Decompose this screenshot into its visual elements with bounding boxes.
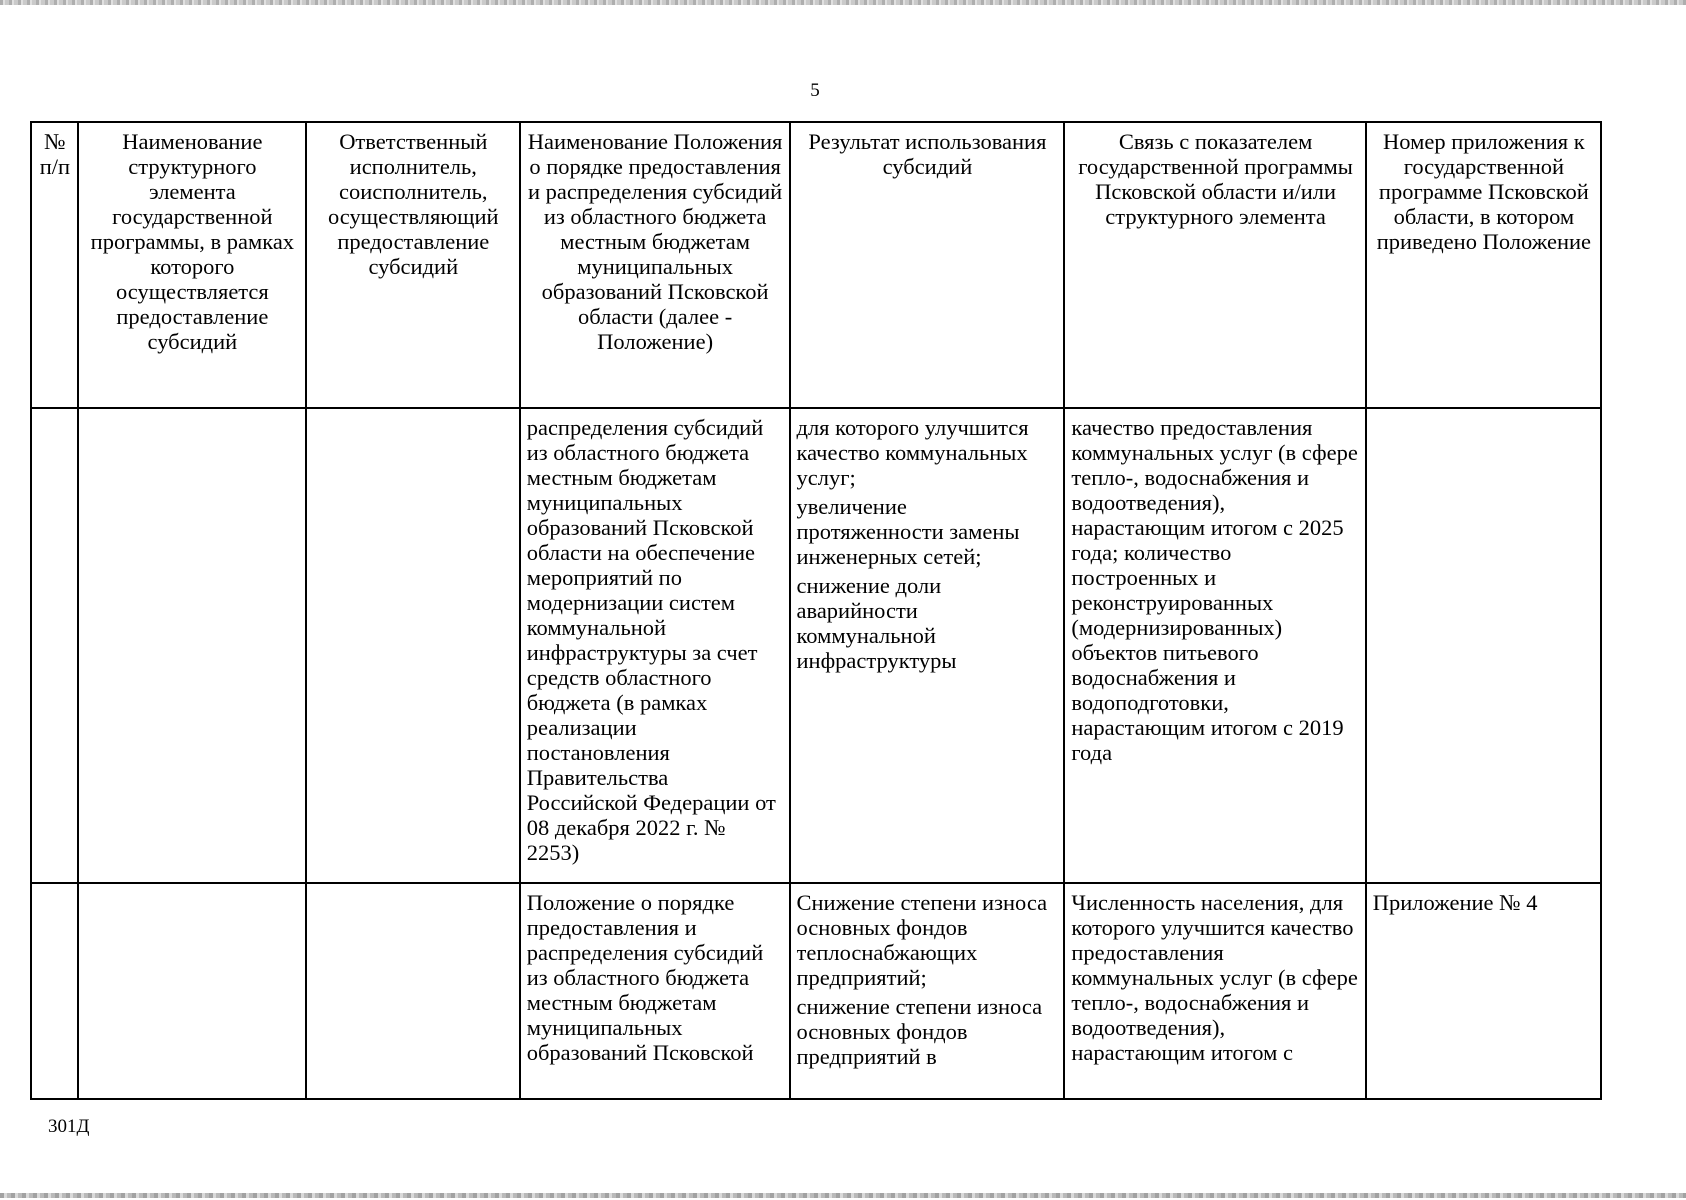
regulation-text: Положение о порядке предоставления и распределения субсидий из областного бюджета местным бюджетам муниципальных образований Псковской — [526, 890, 764, 1065]
scan-edge-bottom — [0, 1193, 1686, 1198]
cell-regulation-name — [520, 883, 790, 1099]
header-structural-element: Наименование структурного элемента государственной программы, в рамках которого осуществляется предоставление субсидий — [78, 122, 306, 408]
result-item: снижение степени износа основных фондов предприятий в — [796, 994, 1043, 1069]
cell-result — [790, 883, 1065, 1099]
indicator-link-text: Численность населения, для которого улучшится качество предоставления коммунальных услуг (в сфере тепло-, водоснабжения и водоотведения), нарастающим итогом с — [1071, 890, 1358, 1065]
cell-structural-element — [78, 408, 306, 883]
cell-number — [31, 408, 78, 883]
cell-appendix-number — [1366, 408, 1601, 883]
header-regulation-name: Наименование Положения о порядке предоставления и распределения субсидий из областного бюджета местным бюджетам муниципальных образований Псковской области (далее - Положение) — [520, 122, 790, 408]
header-appendix-number: Номер приложения к государственной программе Псковской области, в котором приведено Положение — [1366, 122, 1601, 408]
cell-regulation-name: распределения субсидий из областного бюджета местным бюджетам муниципальных образований Псковской области на обеспечение мероприятий по модернизации систем коммунальной инфраструктуры за счет средств областного бюджета (в рамках реализации постановления Правительства Российской Федерации от 08 декабря 2022 г. № 2253) — [520, 408, 790, 883]
cell-indicator-link: качество предоставления коммунальных услуг (в сфере тепло-, водоснабжения и водоотведения), нарастающим итогом с 2025 года; количество построенных и реконструированных (модернизированных) объектов питьевого водоснабжения и водоподготовки, нарастающим итогом с 2019 года — [1064, 408, 1365, 883]
cell-executor — [306, 408, 520, 883]
header-number: № п/п — [31, 122, 78, 408]
document-code: 301Д — [48, 1116, 90, 1137]
cell-number — [31, 883, 78, 1099]
result-item: Снижение степени износа основных фондов теплоснабжающих предприятий; — [796, 890, 1048, 990]
cell-structural-element — [78, 883, 306, 1099]
result-item: увеличение протяженности замены инженерных сетей; — [796, 494, 1020, 569]
cell-executor — [306, 883, 520, 1099]
cell-appendix-number: Приложение № 4 — [1366, 883, 1601, 1099]
result-item: снижение доли аварийности коммунальной инфраструктуры — [796, 573, 957, 673]
cell-result — [790, 408, 1065, 883]
header-result: Результат использования субсидий — [790, 122, 1065, 408]
table-row — [31, 408, 1601, 883]
result-item: для которого улучшится качество коммунальных услуг; — [796, 415, 1029, 490]
header-executor: Ответственный исполнитель, соисполнитель, осуществляющий предоставление субсидий — [306, 122, 520, 408]
table-row — [31, 883, 1601, 1099]
cell-indicator-link — [1064, 883, 1365, 1099]
table-header-row — [31, 122, 1601, 408]
result-list — [797, 890, 1059, 1093]
scan-edge-top — [0, 0, 1686, 5]
page-number: 5 — [810, 80, 820, 101]
subsidies-table — [30, 121, 1602, 1100]
header-indicator-link: Связь с показателем государственной программы Псковской области и/или структурного элемента — [1064, 122, 1365, 408]
